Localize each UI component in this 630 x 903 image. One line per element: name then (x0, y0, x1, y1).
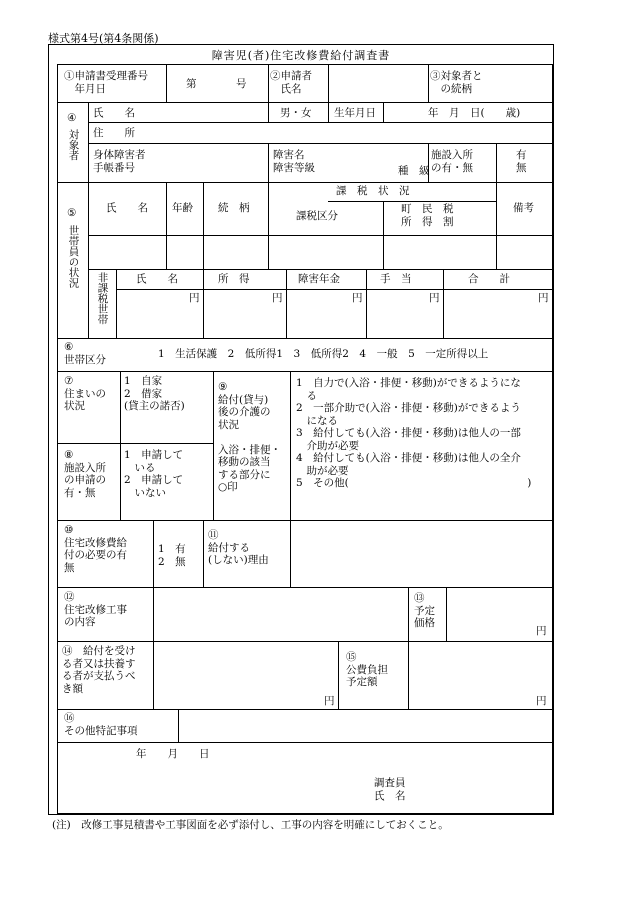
facility-yes-no: 有 無 (516, 149, 527, 174)
section5-number: ⑤ (67, 207, 77, 219)
receipt-dai-label: 第 (186, 78, 197, 90)
col-rule (290, 520, 291, 587)
col-rule (408, 587, 409, 641)
residence-label: ⑦ 住まいの 状況 (64, 375, 106, 412)
document-title: 障害児(者)住宅改修費給付調査書 (211, 49, 391, 62)
yen-unit: 円 (352, 292, 363, 304)
member-name-label: 氏 名 (106, 202, 148, 214)
member-age-label: 年齢 (172, 202, 193, 214)
receipt-go-label: 号 (236, 78, 247, 90)
col-rule (383, 201, 384, 269)
work-content-label: ⑫ 住宅改修工事 の内容 (64, 591, 127, 628)
yen-unit: 円 (324, 695, 335, 707)
col-rule (268, 102, 269, 122)
row-rule (116, 289, 552, 290)
row-rule (58, 641, 552, 642)
footnote: (注) 改修工事見積書や工事図面を必ず添付し、工事の内容を明確にしておくこと。 (52, 819, 449, 831)
col-rule (446, 587, 447, 641)
yen-unit: 円 (538, 292, 549, 304)
disability-label: 障害名 障害等級 (273, 149, 315, 174)
col-rule (366, 269, 367, 338)
nontax-col-income: 所 得 (218, 273, 250, 285)
nontax-col-name: 氏 名 (136, 273, 178, 285)
receipt-number-label: ①申請書受理番号 年月日 (64, 70, 148, 95)
survey-date: 年 月 日 (136, 748, 210, 760)
row-rule (58, 443, 213, 444)
handbook-number-label: 身体障害者 手帳番号 (93, 149, 146, 174)
col-rule (120, 371, 121, 520)
col-rule (203, 182, 204, 269)
facility-application-label: ⑧ 施設入所 の申請の 有・無 (64, 449, 106, 499)
dob-format: 年 月 日( 歳) (428, 107, 521, 119)
reason-label: ⑪ 給付する (しない)理由 (208, 529, 269, 566)
facility-status-label: 施設入所 の有・無 (431, 149, 473, 174)
town-tax-label: 町 民 税 所 得 割 (401, 203, 454, 228)
planned-price-label: ⑬ 予定 価格 (414, 592, 435, 629)
col-rule (328, 65, 329, 102)
yen-unit: 円 (536, 695, 547, 707)
row-rule (58, 371, 552, 372)
row-rule (88, 269, 552, 270)
form-number: 様式第4号(第4条関係) (48, 32, 159, 45)
row-rule (58, 520, 552, 521)
col-rule (286, 269, 287, 338)
address-label: 住 所 (93, 127, 135, 139)
col-rule (88, 102, 89, 338)
col-rule (153, 520, 154, 587)
necessity-label: ⑩ 住宅改修費給 付の必要の有 無 (64, 524, 127, 574)
row-rule (88, 235, 552, 236)
dob-label: 生年月日 (334, 107, 376, 119)
member-relation-label: 続 柄 (218, 202, 250, 214)
col-rule (213, 371, 214, 520)
col-rule (328, 102, 329, 122)
relationship-label: ③対象者と の続柄 (430, 70, 483, 95)
yen-unit: 円 (272, 292, 283, 304)
nontax-col-pension: 障害年金 (298, 273, 340, 285)
row-rule (58, 182, 552, 183)
yen-unit: 円 (429, 292, 440, 304)
col-rule (268, 182, 269, 269)
tax-class-label: 課税区分 (296, 210, 338, 222)
row-rule (328, 201, 496, 202)
remarks-label: 備考 (513, 202, 534, 214)
col-rule (153, 641, 154, 709)
col-rule (153, 587, 154, 641)
col-rule (268, 65, 269, 102)
tax-status-label: 課 税 状 況 (336, 185, 410, 197)
facility-application-options: 1 申請して いる 2 申請して いない (124, 449, 184, 499)
care-status-options: 1 自力で(入浴・排便・移動)ができるようにな る 2 一部介助で(入浴・排便・移動)ができるよう になる 3 給付しても(入浴・排便・移動)は他人の一部 介助が必要 4 給付しても(入浴・排便・移動)は他人の全介 助が必要 5 その他( ) (296, 377, 532, 489)
col-rule (203, 269, 204, 338)
gender-label: 男・女 (280, 107, 312, 119)
residence-options: 1 自家 2 借家 (貸主の諾否) (124, 375, 185, 412)
row-rule (88, 122, 552, 123)
applicant-name-label: ②申請者 氏名 (270, 70, 312, 95)
col-rule (428, 65, 429, 102)
care-status-label: ⑨ 給付(貸与) 後の介護の 状況 入浴・排便・ 移動の該当 する部分に ○印 (218, 381, 281, 493)
household-class-options: 1 生活保護 2 低所得1 3 低所得2 4 一般 5 一定所得以上 (158, 348, 489, 360)
col-rule (338, 641, 339, 709)
col-rule (383, 102, 384, 122)
row-rule (88, 143, 552, 144)
household-class-label: ⑥ 世帯区分 (64, 341, 106, 366)
col-rule (268, 143, 269, 182)
col-rule (443, 269, 444, 338)
public-burden-label: ⑮ 公費負担 予定額 (346, 651, 388, 688)
section5-vertical-label: 世帯員の状況 (67, 225, 80, 288)
row-rule (58, 587, 552, 588)
yen-unit: 円 (189, 292, 200, 304)
col-rule (178, 709, 179, 742)
row-rule (58, 709, 552, 710)
col-rule (116, 269, 117, 338)
col-rule (166, 65, 167, 102)
yen-unit: 円 (536, 625, 547, 637)
nontax-household-label: 非課税世帯 (96, 272, 109, 325)
nontax-col-total: 合 計 (468, 273, 510, 285)
row-rule (58, 742, 552, 743)
payment-amount-label: ⑭ 給付を受け る者又は扶養す る者が支払うべ き額 (62, 645, 136, 695)
investigator-label: 調査員 氏 名 (374, 777, 406, 802)
section4-vertical-label: 対象者 (67, 129, 80, 161)
col-rule (166, 182, 167, 269)
row-rule (58, 102, 552, 103)
section4-number: ④ (67, 112, 77, 124)
special-notes-label: ⑯ その他特記事項 (64, 712, 138, 737)
col-rule (496, 182, 497, 269)
col-rule (408, 641, 409, 709)
col-rule (203, 520, 204, 587)
subject-name-label: 氏 名 (93, 107, 135, 119)
form-table (57, 64, 553, 814)
col-rule (496, 143, 497, 182)
necessity-options: 1 有 2 無 (158, 543, 186, 568)
row-rule (58, 338, 552, 339)
grade-label: 種 級 (398, 165, 430, 177)
col-rule (290, 371, 291, 520)
nontax-col-allowance: 手 当 (380, 273, 412, 285)
